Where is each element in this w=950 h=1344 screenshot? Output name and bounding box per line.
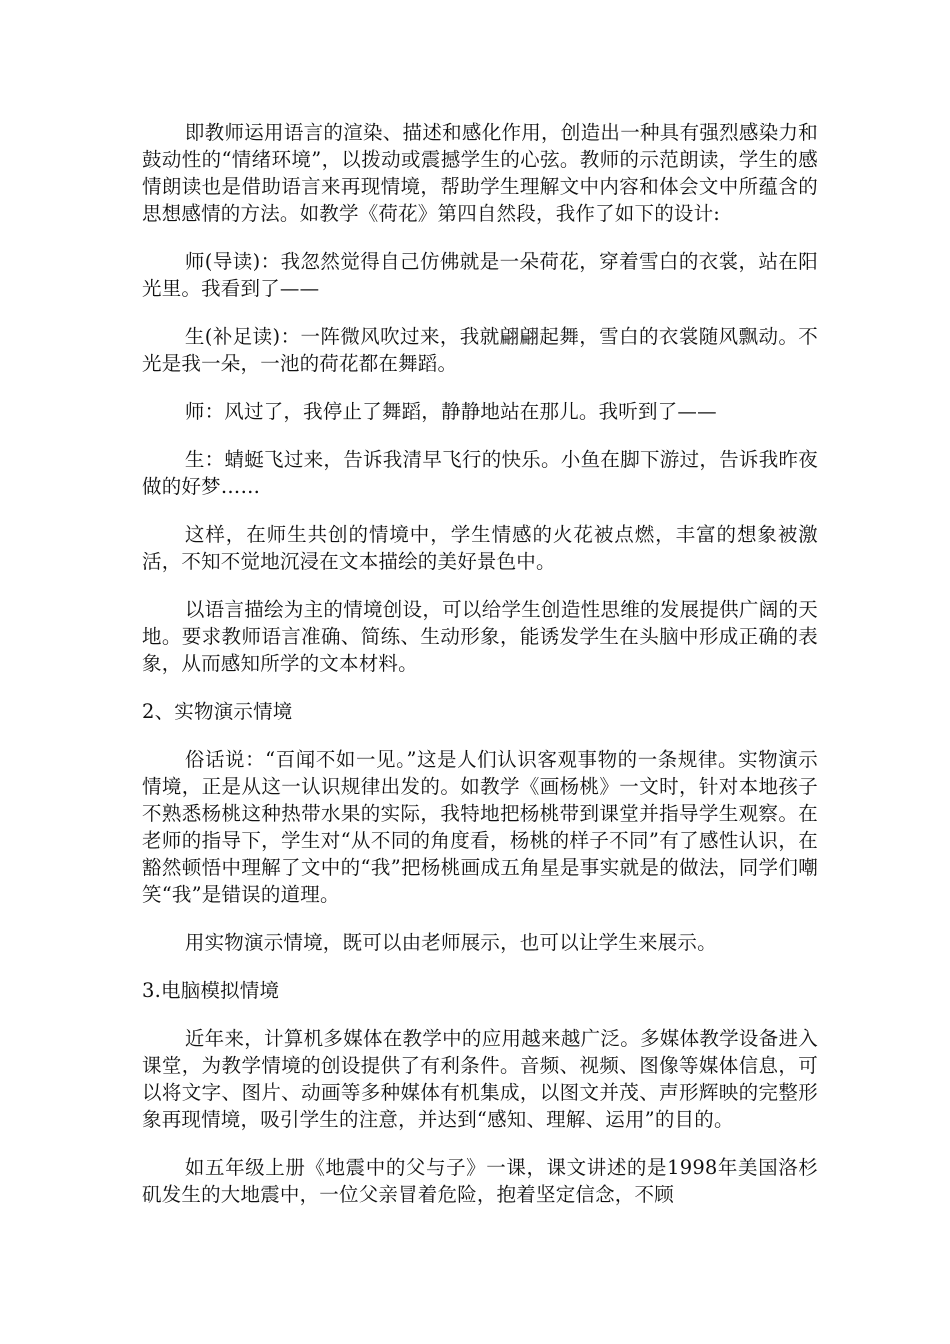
paragraph-multimedia: 近年来，计算机多媒体在教学中的应用越来越广泛。多媒体教学设备进入课堂，为教学情境的创设提供了有利条件。音频、视频、图像等媒体信息，可以将文字、图片、动画等多种媒体有机集成，以图文并茂、声形辉映的完整形象再现情境，吸引学生的注意，并达到“感知、理解、运用”的目的。 xyxy=(142,1027,818,1131)
paragraph-student-completion-reading: 生(补足读)：一阵微风吹过来，我就翩翩起舞，雪白的衣裳随风飘动。不光是我一朵，一池的荷花都在舞蹈。 xyxy=(142,325,818,375)
section-heading-object-demo: 2、实物演示情境 xyxy=(142,700,293,723)
paragraph-demo-by-teacher-or-student: 用实物演示情境，既可以由老师展示，也可以让学生来展示。 xyxy=(184,931,717,954)
paragraph-teacher-wind: 师：风过了，我停止了舞蹈，静静地站在那儿。我听到了—— xyxy=(184,400,717,423)
section-heading-computer-simulation: 3.电脑模拟情境 xyxy=(142,979,280,1002)
paragraph-teacher-guided-reading: 师(导读)：我忽然觉得自己仿佛就是一朵荷花，穿着雪白的衣裳，站在阳光里。我看到了—— xyxy=(142,250,818,300)
paragraph-earthquake-lesson: 如五年级上册《地震中的父与子》一课，课文讲述的是1998年美国洛杉矶发生的大地震中，一位父亲冒着危险，抱着坚定信念，不顾 xyxy=(142,1156,818,1206)
document-body xyxy=(142,119,818,1208)
paragraph-language-rendering: 即教师运用语言的渲染、描述和感化作用，创造出一种具有强烈感染力和鼓动性的“情绪环境”，以拨动或震撼学生的心弦。教师的示范朗读，学生的感情朗读也是借助语言来再现情境，帮助学生理解文中内容和体会文中所蕴含的思想感情的方法。如教学《荷花》第四自然段，我作了如下的设计: xyxy=(142,121,818,225)
paragraph-shared-scene: 这样，在师生共创的情境中，学生情感的火花被点燃，丰富的想象被激活，不知不觉地沉浸在文本描绘的美好景色中。 xyxy=(142,523,818,573)
paragraph-seeing-is-believing: 俗话说：“百闻不如一见。”这是人们认识客观事物的一条规律。实物演示情境，正是从这一认识规律出发的。如教学《画杨桃》一文时，针对本地孩子不熟悉杨桃这种热带水果的实际，我特地把杨桃带到课堂并指导学生观察。在老师的指导下，学生对“从不同的角度看，杨桃的样子不同”有了感性认识，在豁然顿悟中理解了文中的“我”把杨桃画成五角星是事实就是的做法，同学们嘲笑“我”是错误的道理。 xyxy=(142,748,818,906)
paragraph-student-dragonfly: 生：蜻蜓飞过来，告诉我清早飞行的快乐。小鱼在脚下游过，告诉我昨夜做的好梦…… xyxy=(142,448,818,498)
paragraph-language-description: 以语言描绘为主的情境创设，可以给学生创造性思维的发展提供广阔的天地。要求教师语言准确、简练、生动形象，能诱发学生在头脑中形成正确的表象，从而感知所学的文本材料。 xyxy=(142,598,818,675)
